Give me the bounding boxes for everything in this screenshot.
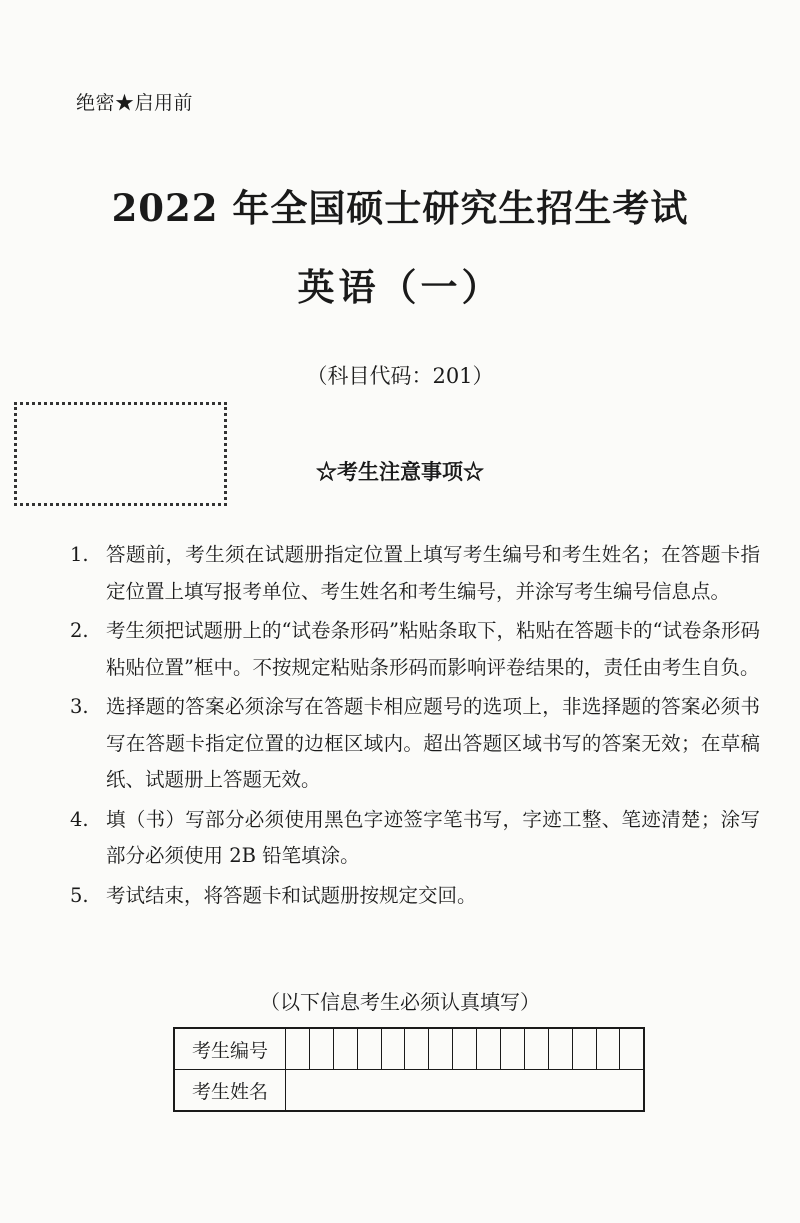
notice-item-number: 2. xyxy=(70,619,89,642)
barcode-sticker-area xyxy=(14,402,227,506)
notice-item-text: 填（书）写部分必须使用黑色字迹签字笔书写，字迹工整、笔迹清楚；涂写部分必须使用 2B 铅笔填涂。 xyxy=(106,807,760,867)
candidate-number-digit-cell[interactable] xyxy=(548,1028,572,1070)
exam-title: 2022 年全国硕士研究生招生考试 xyxy=(111,186,689,230)
candidate-number-digit-cell[interactable] xyxy=(405,1028,429,1070)
candidate-number-digit-cell[interactable] xyxy=(501,1028,525,1070)
notice-list xyxy=(70,537,760,917)
candidate-name-row xyxy=(174,1070,644,1112)
notice-item-text: 选择题的答案必须涂写在答题卡相应题号的选项上，非选择题的答案必须书写在答题卡指定位置的边框区域内。超出答题区域书写的答案无效；在草稿纸、试题册上答题无效。 xyxy=(106,695,760,791)
notice-item xyxy=(70,689,760,799)
candidate-name-field[interactable] xyxy=(286,1070,645,1112)
candidate-number-digit-cell[interactable] xyxy=(524,1028,548,1070)
candidate-name-label: 考生姓名 xyxy=(174,1070,286,1112)
notice-item-number: 1. xyxy=(70,543,89,566)
info-caption: （以下信息考生必须认真填写） xyxy=(260,990,540,1014)
notice-item-number: 5. xyxy=(70,883,89,907)
subject-title: 英语（一） xyxy=(297,265,503,309)
notice-item xyxy=(70,613,760,686)
notice-heading: ☆考生注意事项☆ xyxy=(316,459,484,484)
notice-item xyxy=(70,802,760,875)
candidate-number-digit-cell[interactable] xyxy=(477,1028,501,1070)
candidate-number-digit-cell[interactable] xyxy=(381,1028,405,1070)
candidate-number-digit-cell[interactable] xyxy=(286,1028,310,1070)
candidate-info-table xyxy=(173,1027,645,1112)
notice-item-number: 4. xyxy=(70,807,89,831)
notice-item xyxy=(70,537,760,610)
candidate-number-digit-cell[interactable] xyxy=(309,1028,333,1070)
notice-item-text: 答题前，考生须在试题册指定位置上填写考生编号和考生姓名；在答题卡指定位置上填写报考单位、考生姓名和考生编号，并涂写考生编号信息点。 xyxy=(106,543,760,603)
notice-item-number: 3. xyxy=(70,695,89,718)
candidate-number-row xyxy=(174,1028,644,1070)
candidate-number-digit-cell[interactable] xyxy=(333,1028,357,1070)
candidate-number-label: 考生编号 xyxy=(174,1028,286,1070)
candidate-number-digit-cell[interactable] xyxy=(357,1028,381,1070)
candidate-number-digit-cell[interactable] xyxy=(620,1028,644,1070)
notice-item xyxy=(70,878,760,915)
notice-item-text: 考试结束，将答题卡和试题册按规定交回。 xyxy=(106,883,477,907)
candidate-number-digit-cell[interactable] xyxy=(429,1028,453,1070)
subject-code: （科目代码：201） xyxy=(306,364,494,388)
candidate-number-digit-cell[interactable] xyxy=(453,1028,477,1070)
secret-label: 绝密★启用前 xyxy=(76,92,194,114)
notice-item-text: 考生须把试题册上的“试卷条形码”粘贴条取下，粘贴在答题卡的“试卷条形码粘贴位置”框中。不按规定粘贴条形码而影响评卷结果的，责任由考生自负。 xyxy=(106,619,760,679)
candidate-number-digit-cell[interactable] xyxy=(572,1028,596,1070)
candidate-number-digit-cell[interactable] xyxy=(596,1028,620,1070)
